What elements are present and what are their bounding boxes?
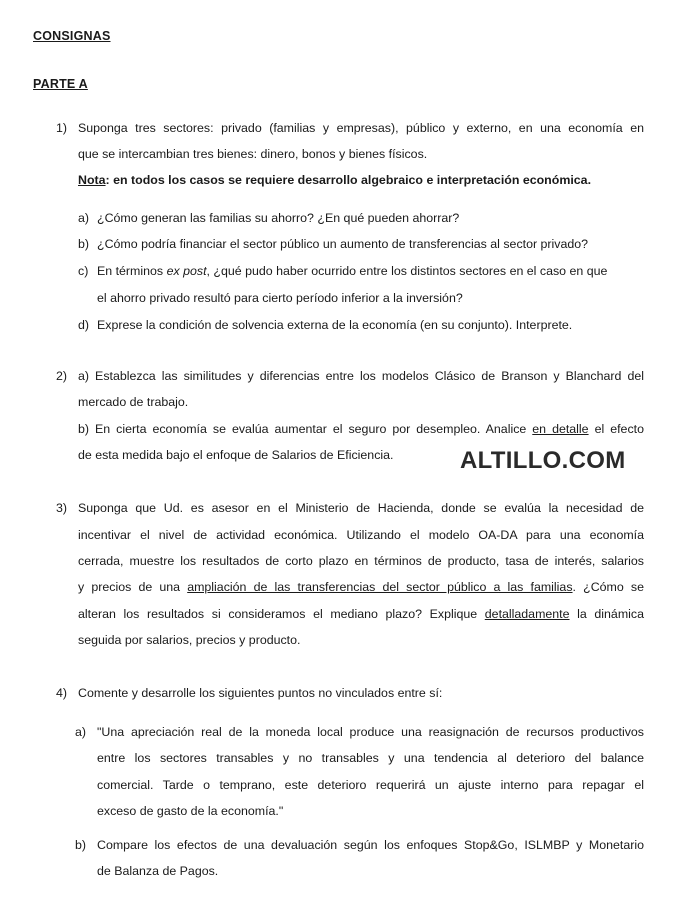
text-run: el efecto [588, 422, 644, 436]
paragraph-line: a) Establezca las similitudes y diferencias entre los modelos Clásico de Branson y Blanchard del [78, 369, 644, 383]
item-label: b) [78, 237, 90, 251]
paragraph-line: mercado de trabajo. [78, 395, 189, 409]
paragraph-line: de esta medida bajo el enfoque de Salarios de Eficiencia. [78, 448, 394, 462]
underlined-text: ampliación de las transferencias del sector público a las familias [187, 580, 573, 594]
note-line [78, 172, 591, 188]
section-heading-consignas: CONSIGNAS [33, 29, 111, 43]
watermark-logo: ALTILLO.COM [460, 447, 626, 474]
item-text: Exprese la condición de solvencia externa de la economía (en su conjunto). Interprete. [97, 318, 573, 332]
item-label: a) [75, 725, 87, 739]
quote-line: exceso de gasto de la economía." [97, 804, 284, 818]
text-run: , ¿qué pudo haber ocurrido entre los distintos sectores en el caso en que [206, 264, 608, 278]
text-run: . ¿Cómo se [572, 580, 644, 594]
text-run: En términos [97, 264, 167, 278]
paragraph-line: Suponga tres sectores: privado (familias y empresas), público y externo, en una economía en [78, 121, 644, 135]
paragraph-line: que se intercambian tres bienes: dinero, bonos y bienes físicos. [78, 147, 428, 161]
item-text: ¿Cómo podría financiar el sector público un aumento de transferencias al sector privado? [97, 237, 589, 251]
question-number: 2) [56, 369, 68, 383]
paragraph-line [78, 579, 644, 595]
paragraph-line: seguida por salarios, precios y producto. [78, 633, 301, 647]
paragraph-line [78, 421, 644, 437]
note-label: Nota [78, 173, 106, 187]
quote-line: comercial. Tarde o temprano, este deterioro requerirá un ajuste interno para repagar el [97, 778, 644, 792]
question-number: 3) [56, 501, 68, 515]
paragraph-line: Comente y desarrolle los siguientes puntos no vinculados entre sí: [78, 686, 443, 700]
paragraph-line: incentivar el nivel de actividad económica. Utilizando el modelo OA-DA para una economía [78, 528, 644, 542]
text-run: b) En cierta economía se evalúa aumentar el seguro por desempleo. Analice [78, 422, 533, 436]
item-text: Compare los efectos de una devaluación según los enfoques Stop&Go, ISLMBP y Monetario [97, 838, 644, 852]
italic-term: ex post [166, 264, 207, 278]
item-text: ¿Cómo generan las familias su ahorro? ¿En qué pueden ahorrar? [97, 211, 460, 225]
question-number: 4) [56, 686, 68, 700]
quote-line: "Una apreciación real de la moneda local produce una reasignación de recursos productivos [97, 725, 644, 739]
item-text: el ahorro privado resultó para cierto período inferior a la inversión? [97, 291, 463, 305]
text-run: y precios de una [78, 580, 188, 594]
underlined-text: en detalle [532, 422, 589, 436]
paragraph-line: cerrada, muestre los resultados de corto plazo en términos de producto, tasa de interés, salarios [78, 554, 644, 568]
text-run: alteran los resultados si consideramos el mediano plazo? Explique [78, 607, 485, 621]
item-label: d) [78, 318, 90, 332]
paragraph-line [78, 606, 644, 622]
section-heading-parte-a: PARTE A [33, 77, 88, 91]
item-text: de Balanza de Pagos. [97, 864, 219, 878]
item-label: b) [75, 838, 87, 852]
text-run: la dinámica [569, 607, 644, 621]
quote-line: entre los sectores transables y no transables y una tendencia al deterioro del balance [97, 751, 644, 765]
item-text [97, 263, 607, 279]
item-label: c) [78, 264, 89, 278]
note-text: : en todos los casos se requiere desarrollo algebraico e interpretación económica. [105, 173, 592, 187]
item-label: a) [78, 211, 90, 225]
paragraph-line: Suponga que Ud. es asesor en el Ministerio de Hacienda, donde se evalúa la necesidad de [78, 501, 644, 515]
underlined-text: detalladamente [484, 607, 570, 621]
question-number: 1) [56, 121, 68, 135]
